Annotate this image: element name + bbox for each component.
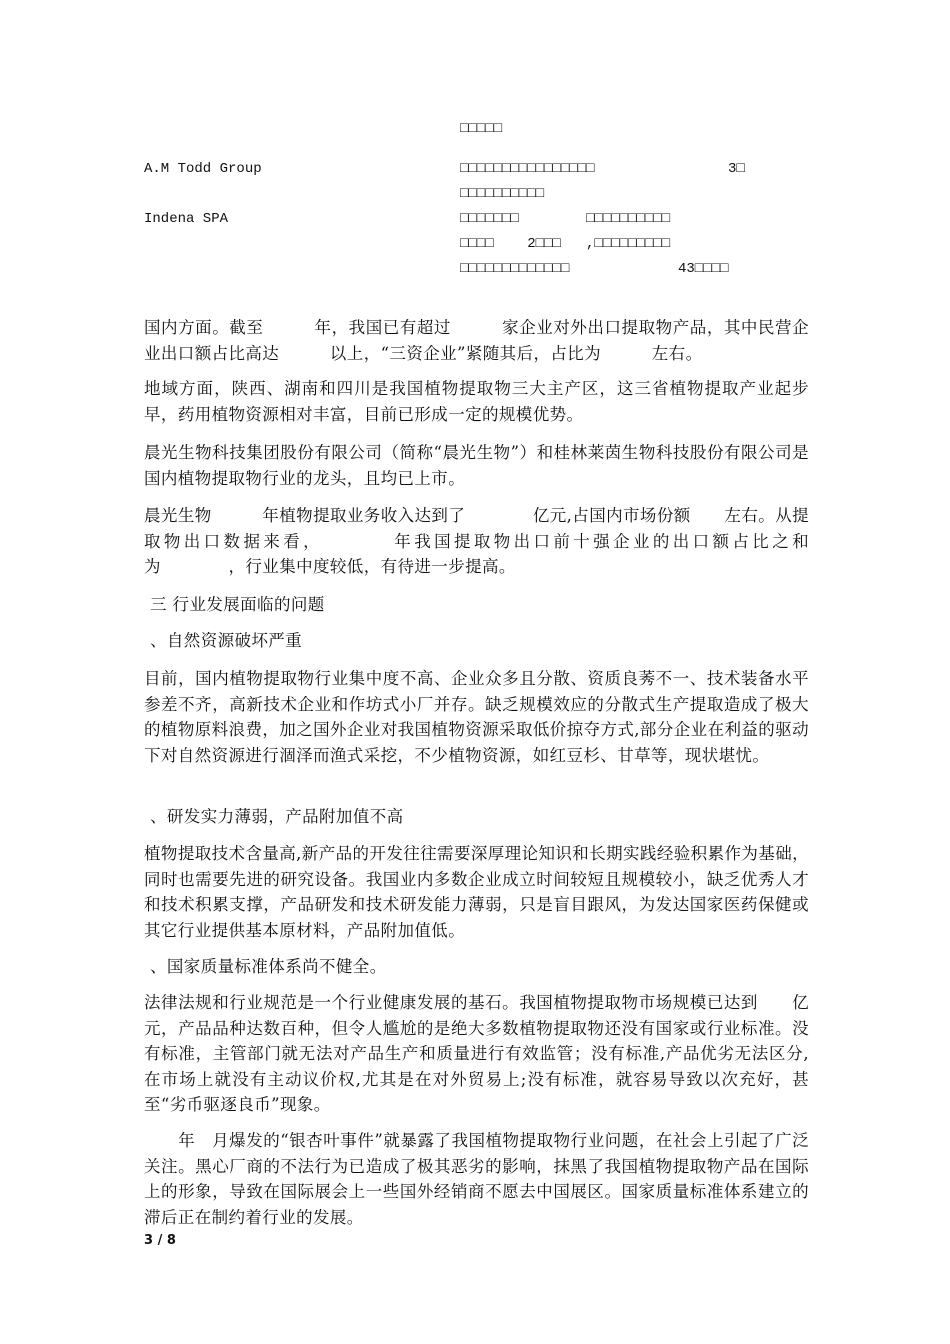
paragraph-text: 目前，国内植物提取物行业集中度不高、企业众多且分散、资质良莠不一、技术装备水平参差不齐，高新技术企业和作坊式小厂并存。缺乏规模效应的分散式生产提取造成了极大的植物原料浪费，加之国外企业对我国植物资源采取低价掠夺方式,部分企业在利益的驱动下对自然资源进行涸泽而渔式采挖，不少植物资源，如红豆杉、甘草等，现状堪忧。 (144, 669, 809, 765)
paragraph-text: 国内方面。截至 年，我国已有超过 家企业对外出口提取物产品，其中民营企业出口额占比高达 以上，“三资企业”紧随其后，占比为 左右。 (144, 318, 809, 363)
paragraph-regions (144, 376, 809, 427)
table-cell-r4-c2: □□□□□□□ □□□□□□□□□□ (460, 211, 671, 227)
table-cell-r1-c2: □□□□□ (460, 121, 503, 137)
section-heading (150, 592, 815, 618)
heading-text: 、自然资源破坏严重 (150, 631, 303, 650)
heading-text: 、研发实力薄弱，产品附加值不高 (150, 807, 404, 826)
paragraph-text: 法律法规和行业规范是一个行业健康发展的基石。我国植物提取物市场规模已达到 亿元，产品品种达数百种，但令人尴尬的是绝大多数植物提取物还没有国家或行业标准。没有标准，主管部门就无法对产品生产和质量进行有效监管；没有标准,产品优劣无法区分,在市场上就没有主动议价权,尤其是在对外贸易上;没有标准，就容易导致以次充好，甚至“劣币驱逐良币”现象。 (144, 993, 809, 1114)
paragraph-text: 晨光生物 年植物提取业务收入达到了 亿元,占国内市场份额 左右。从提取物出口数据来看， 年我国提取物出口前十强企业的出口额占比之和为 ，行业集中度较低，有待进一步提高。 (144, 506, 809, 576)
paragraph-resources (144, 666, 809, 768)
paragraph-ginkgo (144, 1128, 809, 1230)
paragraph-text: 植物提取技术含量高,新产品的开发往往需要深厚理论知识和长期实践经验积累作为基础，同时也需要先进的研究设备。我国业内多数企业成立时间较短且规模较小，缺乏优秀人才和技术积累支撑，产品研发和技术研发能力薄弱，只是盲目跟风，为发达国家医药保健或其它行业提供基本原材料，产品附加值低。 (144, 844, 809, 940)
paragraph-concentration (144, 503, 809, 580)
table-cell-r2-c3: 3□ (728, 161, 745, 177)
heading-text: 三 行业发展面临的问题 (150, 595, 325, 614)
paragraph-text: 年 月爆发的“银杏叶事件”就暴露了我国植物提取物行业问题，在社会上引起了广泛关注。黑心厂商的不法行为已造成了极其恶劣的影响，抹黑了我国植物提取物产品在国际上的形象，导致在国际展会上一些国外经销商不愿去中国展区。国家质量标准体系建立的滞后正在制约着行业的发展。 (144, 1131, 809, 1227)
table-cell-r6-c3: 43□□□□ (678, 261, 729, 277)
heading-text: 、国家质量标准体系尚不健全。 (150, 957, 387, 976)
paragraph-domestic (144, 315, 809, 366)
table-cell-r3-c2: □□□□□□□□□□ (460, 186, 545, 202)
table-cell-r2-c1: A.M Todd Group (144, 161, 262, 177)
subheading-3 (150, 954, 815, 980)
table-cell-r4-c1: Indena SPA (144, 211, 229, 227)
paragraph-text: 晨光生物科技集团股份有限公司（简称“晨光生物”）和桂林莱茵生物科技股份有限公司是国内植物提取物行业的龙头，且均已上市。 (144, 443, 809, 488)
paragraph-standards (144, 990, 809, 1118)
paragraph-rnd (144, 841, 809, 943)
table-cell-r2-c2: □□□□□□□□□□□□□□□□ (460, 161, 595, 177)
paragraph-leaders (144, 440, 809, 491)
paragraph-text: 地域方面，陕西、湖南和四川是我国植物提取物三大主产区，这三省植物提取产业起步早，药用植物资源相对丰富，目前已形成一定的规模优势。 (144, 379, 809, 424)
subheading-2 (150, 804, 815, 830)
subheading-1 (150, 628, 815, 654)
table-cell-r6-c2: □□□□□□□□□□□□□ (460, 261, 570, 277)
page-number: 3 / 8 (144, 1233, 176, 1248)
table-cell-r5-c2: □□□□ 2□□□ ,□□□□□□□□□ (460, 236, 671, 252)
